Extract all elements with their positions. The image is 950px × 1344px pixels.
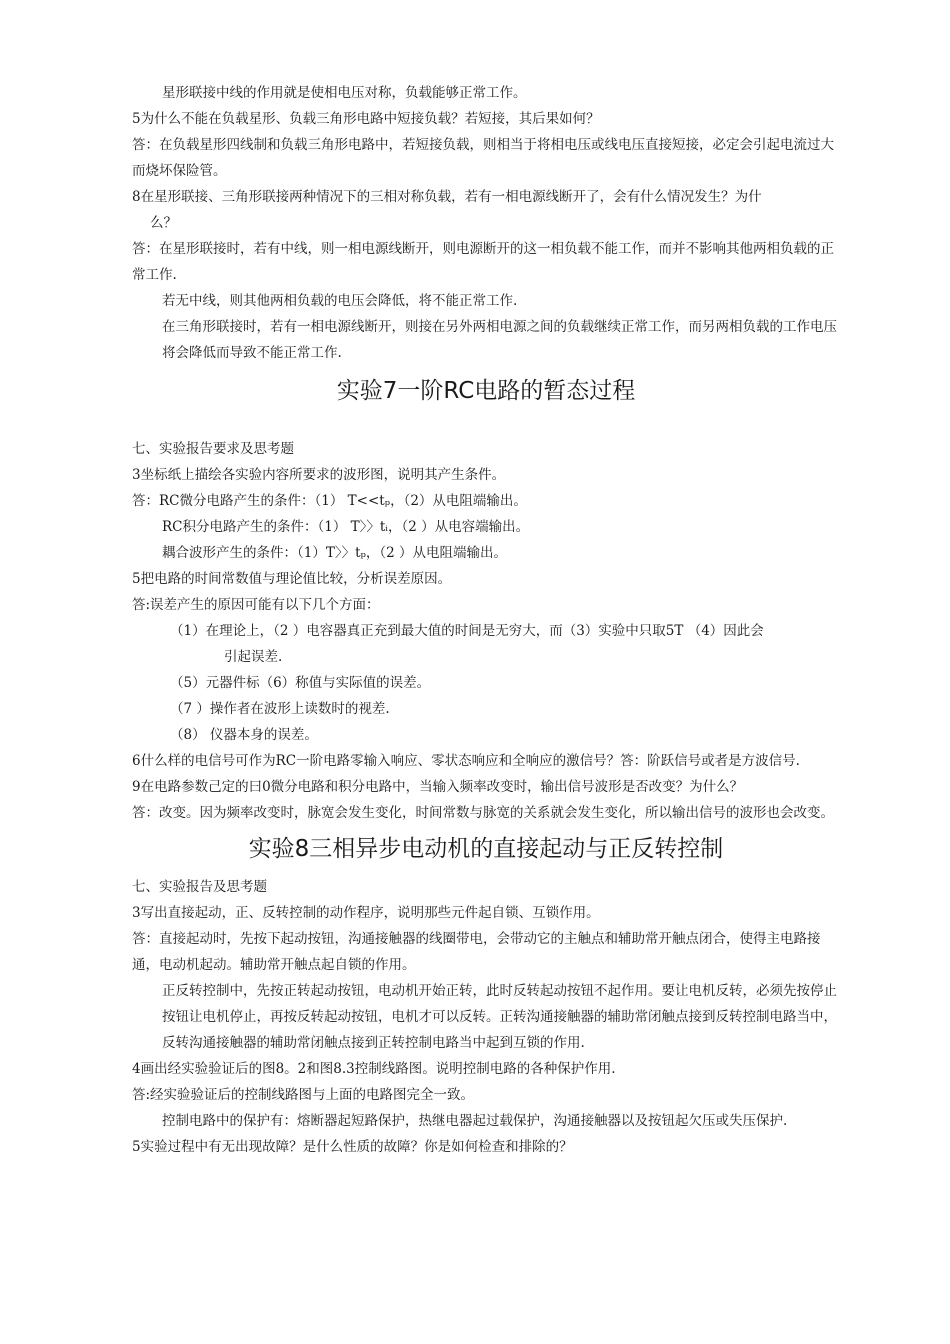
question: 3坐标纸上描绘各实验内容所要求的波形图，说明其产生条件。 <box>132 467 506 483</box>
answer: 答:误差产生的原因可能有以下几个方面： <box>132 597 380 613</box>
answer: 答:经实验验证后的控制线路图与上面的电路图完全一致。 <box>132 1087 475 1103</box>
question-continuation: 么？ <box>150 215 177 231</box>
list-item: （5）元器件标（6）称值与实际值的误差。 <box>170 675 431 691</box>
paragraph: 正反转控制中，先按正转起动按钮，电动机开始正转，此时反转起动按钮不起作用。要让电机反转，必须先按停止按钮让电机停止，再按反转起动按钮，电机才可以反转。正转沟通接触器的辅助常闭触点接到反转控制电路当中，反转沟通接触器的辅助常闭触点接到正转控制电路当中起到互锁的作用. <box>162 983 837 1051</box>
list-item: （8） 仪器本身的误差。 <box>170 727 318 743</box>
question: 3写出直接起动，正、反转控制的动作程序，说明那些元件起自锁、互锁作用。 <box>132 905 600 921</box>
answer: 答：RC微分电路产生的条件：（1） T<<tₚ，（2）从电阻端输出。 <box>132 493 527 509</box>
subheading: 七、实验报告及思考题 <box>132 879 267 895</box>
answer: 答：在负载星形四线制和负载三角形电路中，若短接负载，则相当于将相电压或线电压直接短接，必定会引起电流过大而烧坏保险管。 <box>132 137 834 179</box>
question: 5实验过程中有无出现故障？是什么性质的故障？你是如何检查和排除的？ <box>132 1139 573 1155</box>
answer: 答：在星形联接时，若有中线，则一相电源线断开，则电源断开的这一相负载不能工作，而并不影响其他两相负载的正常工作. <box>132 241 834 283</box>
paragraph: 在三角形联接时，若有一相电源线断开，则接在另外两相电源之间的负载继续正常工作，而另两相负载的工作电压将会降低而导致不能正常工作. <box>162 319 837 361</box>
paragraph: 星形联接中线的作用就是使相电压对称，负载能够正常工作。 <box>162 85 527 101</box>
list-item-continuation: 引起误差. <box>224 649 283 665</box>
answer: 答：改变。因为频率改变时，脉宽会发生变化，时间常数与脉宽的关系就会发生变化，所以输出信号的波形也会改变。 <box>132 805 834 821</box>
list-item: （7 ）操作者在波形上读数时的视差. <box>170 701 390 717</box>
answer: 答：直接起动时，先按下起动按钮，沟通接触器的线圈带电，会带动它的主触点和辅助常开触点闭合，使得主电路接通，电动机起动。辅助常开触点起自锁的作用。 <box>132 931 821 973</box>
answer-line: 耦合波形产生的条件：（1）T〉〉tₚ，（2 ）从电阻端输出。 <box>162 545 508 561</box>
question: 6什么样的电信号可作为RC一阶电路零输入响应、零状态响应和全响应的激信号？答：阶跃信号或者是方波信号. <box>132 753 800 769</box>
section-title-exp7: 实验7一阶RC电路的暂态过程 <box>336 378 636 404</box>
subheading: 七、实验报告要求及思考题 <box>132 441 294 457</box>
paragraph: 控制电路中的保护有：熔断器起短路保护，热继电器起过载保护，沟通接触器以及按钮起欠压或失压保护. <box>162 1113 788 1129</box>
paragraph: 若无中线，则其他两相负载的电压会降低，将不能正常工作. <box>162 293 518 309</box>
section-title-exp8: 实验8三相异步电动机的直接起动与正反转控制 <box>248 836 724 862</box>
question: 4画出经实验验证后的图8。2和图8.3控制线路图。说明控制电路的各种保护作用. <box>132 1061 616 1077</box>
question: 5把电路的时间常数值与理论值比较，分析误差原因。 <box>132 571 452 587</box>
question: 8在星形联接、三角形联接两种情况下的三相对称负载，若有一相电源线断开了，会有什么情况发生？为什 <box>132 189 762 205</box>
question: 5为什么不能在负载星形、负载三角形电路中短接负载？若短接，其后果如何？ <box>132 111 600 127</box>
answer-line: RC积分电路产生的条件：（1） T〉〉tᵢ，（2 ）从电容端输出。 <box>162 519 530 535</box>
question: 9在电路参数己定的曰0微分电路和积分电路中，当输入频率改变时，输出信号波形是否改变？为什么？ <box>132 779 744 795</box>
list-item: （1）在理论上，（2 ）电容器真正充到最大值的时间是无穷大，而（3）实验中只取5T （4）因此会 <box>170 623 764 639</box>
